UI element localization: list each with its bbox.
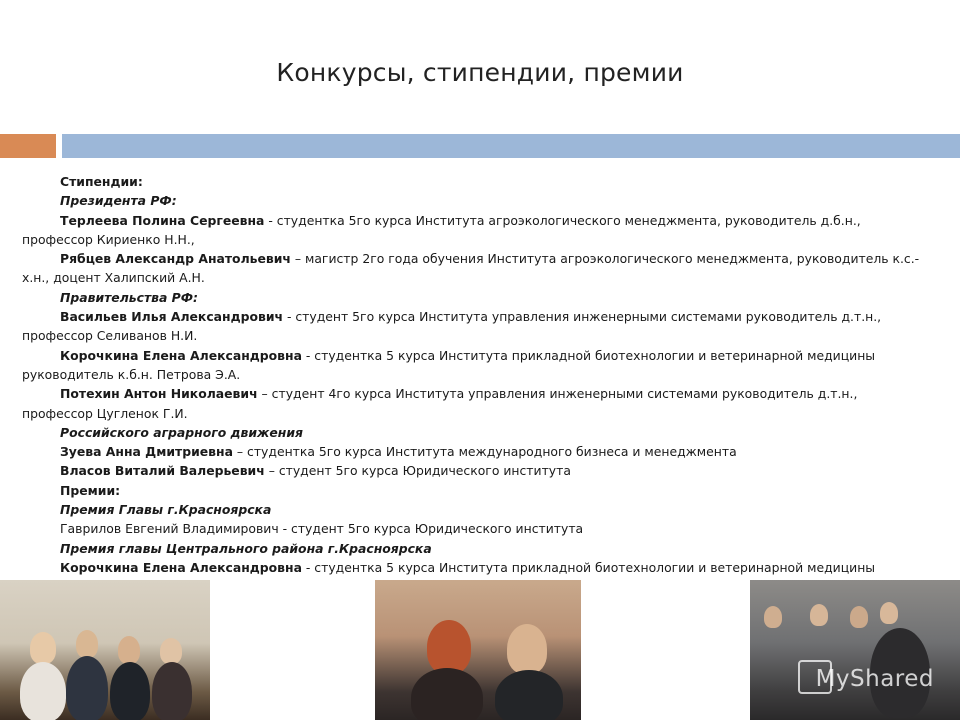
watermark-text: MyShared: [815, 666, 934, 692]
accent-bar-orange: [0, 134, 56, 158]
heading-government: Правительства РФ:: [60, 289, 198, 305]
list-item-continuation: профессор Цугленок Г.И.: [22, 405, 188, 421]
heading-prizes: Премии:: [60, 482, 121, 498]
list-item: Корочкина Елена Александровна - студентка 5 курса Института прикладной биотехнологии и ветеринарной медицины: [60, 347, 876, 363]
slide-title: Конкурсы, стипендии, премии: [276, 58, 684, 87]
content-text: [22, 172, 934, 577]
event-photo-1: [0, 580, 210, 720]
list-item-continuation: профессор Селиванов Н.И.: [22, 328, 198, 344]
list-item: Рябцев Александр Анатольевич – магистр 2го года обучения Института агроэкологического менеджмента, руководитель к.с.-: [60, 251, 920, 267]
heading-district-prize: Премия главы Центрального района г.Красноярска: [60, 540, 432, 556]
list-item: Корочкина Елена Александровна - студентка 5 курса Института прикладной биотехнологии и ветеринарной медицины: [60, 559, 876, 575]
list-item: Зуева Анна Дмитриевна – студентка 5го курса Института международного бизнеса и менеджмента: [60, 444, 737, 460]
event-photo-3: [750, 580, 960, 720]
list-item: Гаврилов Евгений Владимирович - студент 5го курса Юридического института: [60, 521, 584, 537]
event-photo-2: [375, 580, 581, 720]
heading-city-prize: Премия Главы г.Красноярска: [60, 502, 272, 518]
list-item-continuation: руководитель к.б.н. Петрова Э.А.: [22, 366, 241, 382]
list-item: Васильев Илья Александрович - студент 5го курса Института управления инженерными системами руководитель д.т.н.,: [60, 309, 882, 325]
list-item: Власов Виталий Валерьевич – студент 5го курса Юридического института: [60, 463, 571, 479]
list-item: Потехин Антон Николаевич – студент 4го курса Института управления инженерными системами руководитель д.т.н.,: [60, 386, 858, 402]
list-item-continuation: профессор Кириенко Н.Н.,: [22, 231, 195, 247]
heading-president: Президента РФ:: [60, 193, 177, 209]
heading-agrarian: Российского аграрного движения: [60, 424, 303, 440]
accent-bar-blue: [62, 134, 960, 158]
heading-stipends: Стипендии:: [60, 174, 143, 189]
list-item: Терлеева Полина Сергеевна - студентка 5го курса Института агроэкологического менеджмента, руководитель д.б.н.,: [60, 212, 861, 228]
list-item-continuation: х.н., доцент Халипский А.Н.: [22, 270, 205, 286]
